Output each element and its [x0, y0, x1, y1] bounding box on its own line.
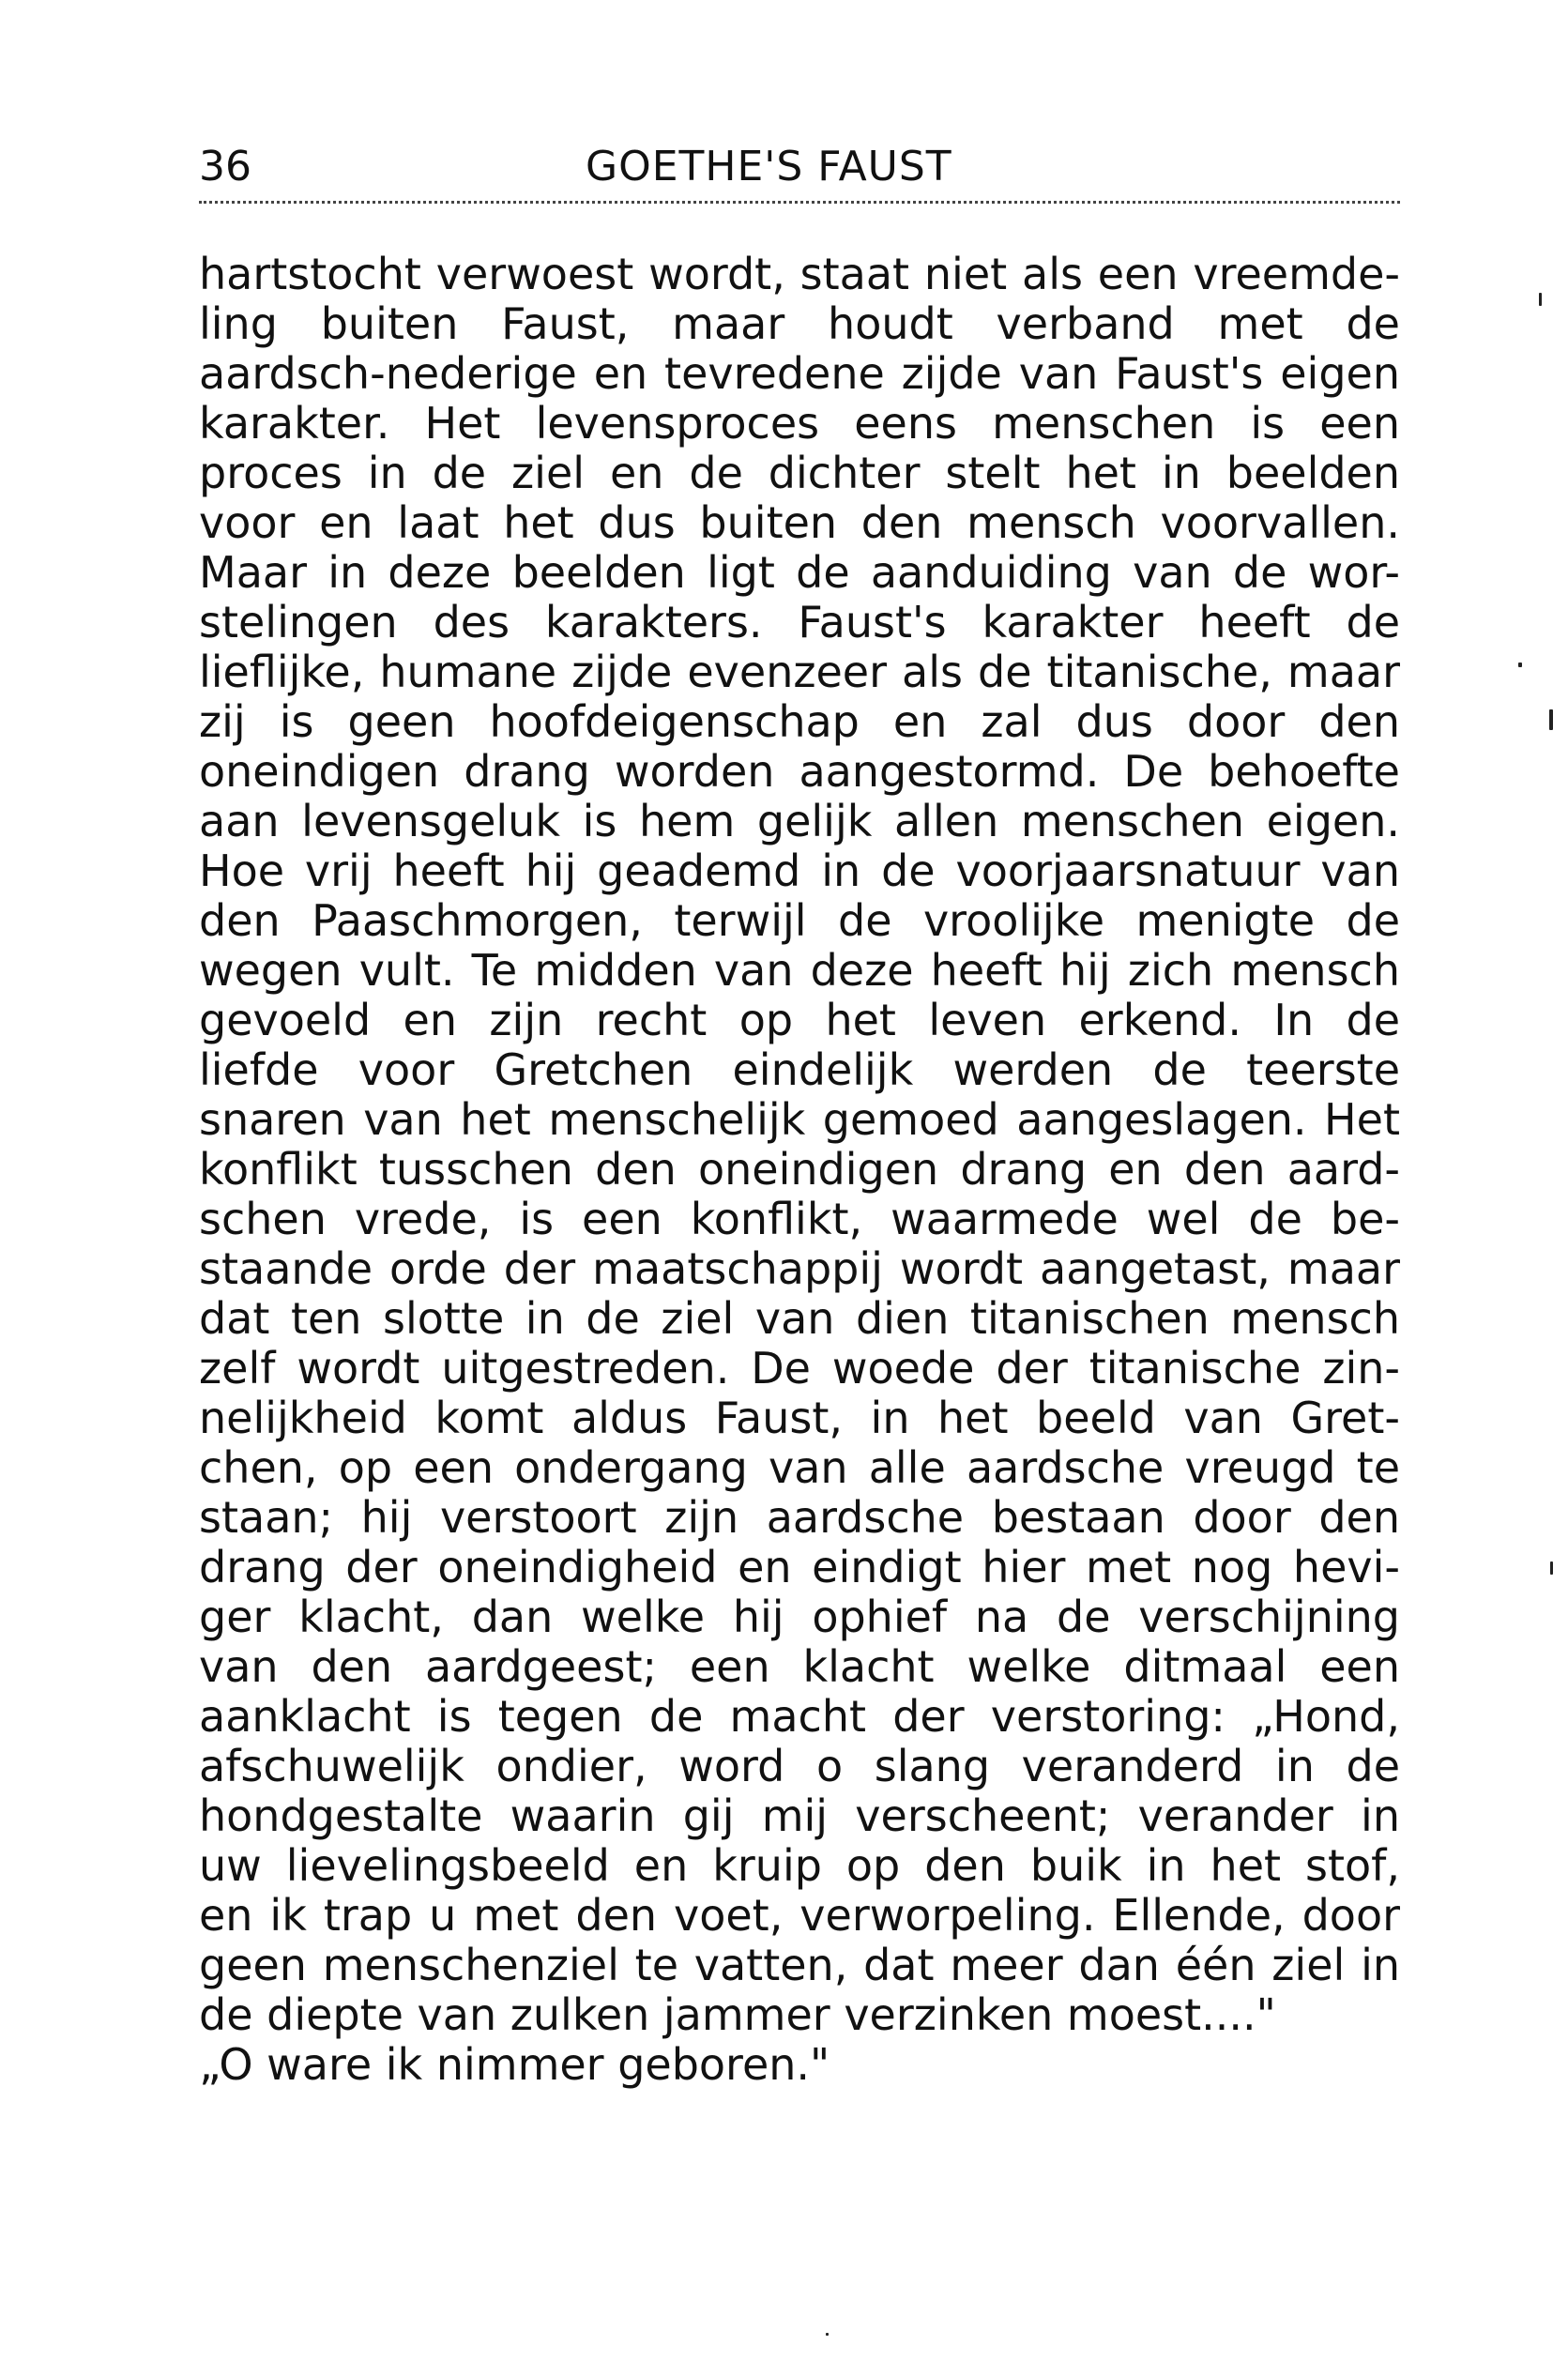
text-line: oneindigen drang worden aangestormd. De behoefte: [199, 747, 1400, 797]
text-line: hondgestalte waarin gij mij verscheent; verander in: [199, 1791, 1400, 1841]
running-title: GOETHE'S FAUST: [586, 143, 952, 190]
page-number: 36: [199, 143, 251, 190]
scan-speck: [1550, 1561, 1553, 1575]
text-line: Hoe vrij heeft hij geademd in de voorjaarsnatuur van: [199, 846, 1400, 896]
text-line: staan; hij verstoort zijn aardsche bestaan door den: [199, 1493, 1400, 1543]
text-line: schen vrede, is een konflikt, waarmede wel de be-: [199, 1195, 1400, 1244]
text-line: van den aardgeest; een klacht welke ditmaal een: [199, 1642, 1400, 1692]
text-line: en ik trap u met den voet, verworpeling. Ellende, door: [199, 1891, 1400, 1941]
text-line: Maar in deze beelden ligt de aanduiding van de wor-: [199, 548, 1400, 598]
text-line: afschuwelijk ondier, word o slang veranderd in de: [199, 1742, 1400, 1791]
text-line: wegen vult. Te midden van deze heeft hij zich mensch: [199, 946, 1400, 996]
text-line: voor en laat het dus buiten den mensch voorvallen.: [199, 498, 1400, 548]
text-line: zelf wordt uitgestreden. De woede der titanische zin-: [199, 1344, 1400, 1394]
text-line: den Paaschmorgen, terwijl de vroolijke menigte de: [199, 896, 1400, 946]
text-line: proces in de ziel en de dichter stelt het in beelden: [199, 449, 1400, 498]
text-line: nelijkheid komt aldus Faust, in het beeld van Gret-: [199, 1394, 1400, 1443]
text-line: lieflijke, humane zijde evenzeer als de titanische, maar: [199, 647, 1400, 697]
scan-speck: [1549, 709, 1553, 730]
text-line: stelingen des karakters. Faust's karakter heeft de: [199, 598, 1400, 647]
text-line: liefde voor Gretchen eindelijk werden de teerste: [199, 1045, 1400, 1095]
text-line: dat ten slotte in de ziel van dien titanischen mensch: [199, 1294, 1400, 1344]
text-line: zij is geen hoofdeigenschap en zal dus door den: [199, 697, 1400, 747]
scan-speck: [826, 2333, 829, 2336]
text-line: snaren van het menschelijk gemoed aangeslagen. Het: [199, 1095, 1400, 1145]
header-divider: [199, 201, 1400, 204]
text-line: karakter. Het levensproces eens menschen is een: [199, 399, 1400, 449]
text-line: hartstocht verwoest wordt, staat niet als een vreemde-: [199, 250, 1400, 299]
text-line: chen, op een ondergang van alle aardsche vreugd te: [199, 1443, 1400, 1493]
text-line: geen menschenziel te vatten, dat meer dan één ziel in: [199, 1941, 1400, 1990]
text-line: gevoeld en zijn recht op het leven erkend. In de: [199, 996, 1400, 1045]
text-line: drang der oneindigheid en eindigt hier met nog hevi-: [199, 1543, 1400, 1592]
text-line: ger klacht, dan welke hij ophief na de verschijning: [199, 1592, 1400, 1642]
text-line: de diepte van zulken jammer verzinken moest....": [199, 1990, 1276, 2040]
text-line: aan levensgeluk is hem gelijk allen menschen eigen.: [199, 797, 1400, 846]
body-text: [199, 250, 1400, 2090]
text-line: konflikt tusschen den oneindigen drang en den aard-: [199, 1145, 1400, 1195]
text-line: „O ware ik nimmer geboren.": [199, 2040, 830, 2090]
text-line: staande orde der maatschappij wordt aangetast, maar: [199, 1244, 1400, 1294]
text-line: ling buiten Faust, maar houdt verband met de: [199, 299, 1400, 349]
text-line: aanklacht is tegen de macht der verstoring: „Hond,: [199, 1692, 1400, 1742]
text-line: uw lievelingsbeeld en kruip op den buik in het stof,: [199, 1841, 1400, 1891]
scan-speck: [1518, 663, 1522, 667]
text-line: aardsch-nederige en tevredene zijde van Faust's eigen: [199, 349, 1400, 399]
scan-speck: [1539, 293, 1542, 306]
page-header: [199, 139, 1400, 195]
